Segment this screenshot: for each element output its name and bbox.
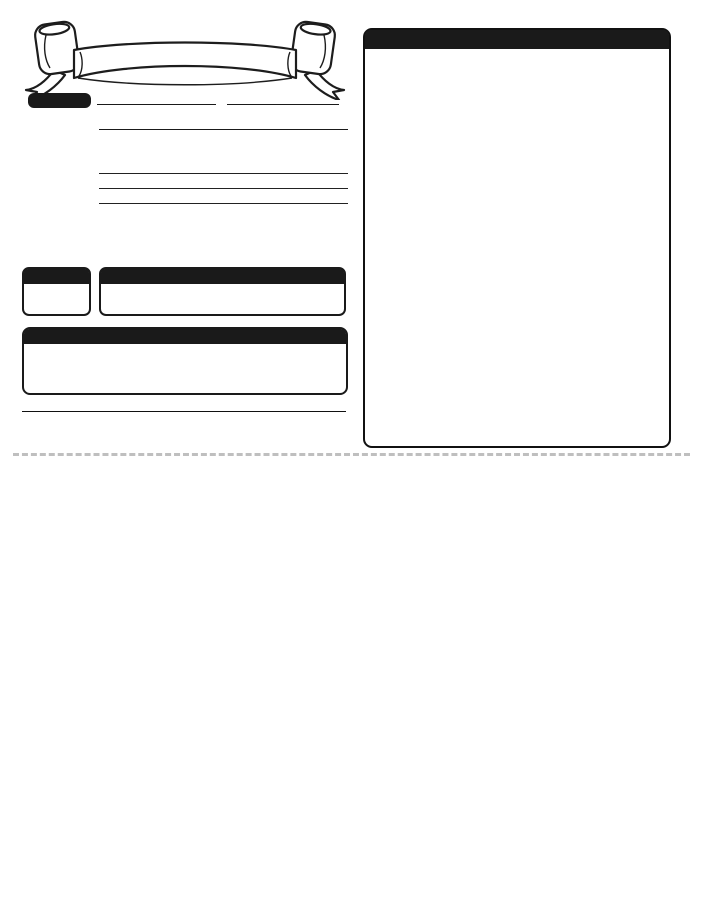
skills-section-header [24, 329, 346, 344]
hp-label [101, 273, 110, 285]
sheet-copy-top [0, 15, 703, 455]
skills-section [22, 327, 348, 395]
powers-body [365, 49, 669, 53]
powers-section [363, 28, 671, 448]
personality-field [99, 129, 348, 131]
role-field [227, 104, 339, 106]
equipment-divider-line [22, 411, 346, 412]
temp-hp-box [22, 267, 91, 316]
temp-hp-header [24, 269, 89, 284]
race-field [128, 104, 216, 106]
name-banner-art [20, 18, 350, 100]
sheet-copy-bottom [0, 458, 703, 898]
defenses-row [100, 209, 342, 252]
notes-write-in-line [99, 203, 348, 204]
level-field [97, 104, 128, 106]
stats-section-header [28, 93, 91, 108]
cut-here-dashed-line [13, 453, 690, 456]
hp-tracker [99, 267, 346, 316]
hp-header-bar [101, 269, 344, 284]
powers-section-header [365, 30, 669, 49]
notes-write-in-line [99, 188, 348, 189]
notes-write-in-line [99, 173, 348, 174]
